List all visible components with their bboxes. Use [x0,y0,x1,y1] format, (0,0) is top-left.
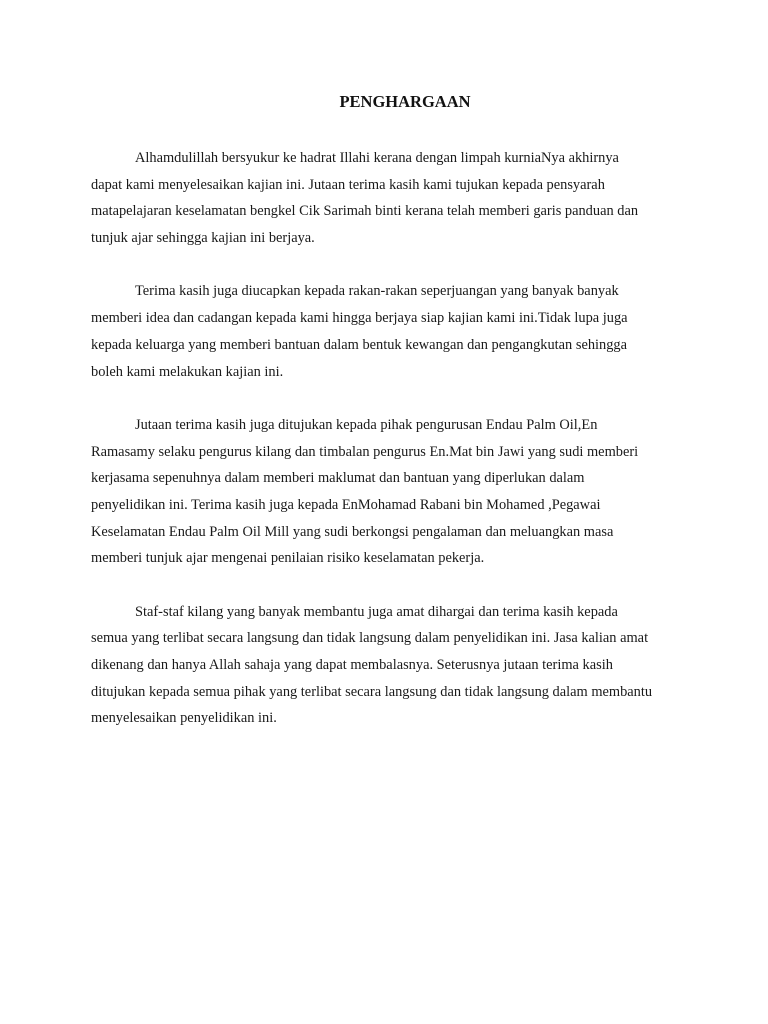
paragraph-3 [91,412,689,572]
paragraph-line: matapelajaran keselamatan bengkel Cik Sarimah binti kerana telah memberi garis panduan dan [91,203,639,220]
paragraph-2 [91,278,689,385]
paragraph-line: Staf-staf kilang yang banyak membantu juga amat dihargai dan terima kasih kepada [135,603,618,620]
paragraph-4 [91,599,689,733]
paragraph-line: Alhamdulillah bersyukur ke hadrat Illahi kerana dengan limpah kurniaNya akhirnya [135,150,619,166]
paragraph-line: tunjuk ajar sehingga kajian ini berjaya. [91,230,315,247]
paragraph-line: dapat kami menyelesaikan kajian ini. Jutaan terima kasih kami tujukan kepada pensyarah [91,176,605,193]
paragraph-line: Ramasamy selaku pengurus kilang dan timbalan pengurus En.Mat bin Jawi yang sudi memberi [91,443,639,460]
paragraph-line: Keselamatan Endau Palm Oil Mill yang sudi berkongsi pengalaman dan meluangkan masa [91,523,614,540]
paragraph-1 [91,145,689,252]
page-title: PENGHARGAAN [339,92,471,111]
paragraph-line: kepada keluarga yang memberi bantuan dalam bentuk kewangan dan pengangkutan sehingga [91,336,627,353]
paragraph-line: Jutaan terima kasih juga ditujukan kepada pihak pengurusan Endau Palm Oil,En [135,416,598,433]
paragraph-line: penyelidikan ini. Terima kasih juga kepada EnMohamad Rabani bin Mohamed ,Pegawai [91,496,601,513]
paragraph-line: Terima kasih juga diucapkan kepada rakan-rakan seperjuangan yang banyak banyak [135,283,619,300]
document-body [91,145,689,759]
paragraph-line: memberi tunjuk ajar mengenai penilaian risiko keselamatan pekerja. [91,550,485,567]
paragraph-line: boleh kami melakukan kajian ini. [91,363,284,380]
paragraph-line: ditujukan kepada semua pihak yang terlibat secara langsung dan tidak langsung dalam membantu [91,683,653,700]
paragraph-line: dikenang dan hanya Allah sahaja yang dapat membalasnya. Seterusnya jutaan terima kasih [91,657,613,674]
paragraph-line: memberi idea dan cadangan kepada kami hingga berjaya siap kajian kami ini.Tidak lupa juga [91,310,628,327]
paragraph-line: semua yang terlibat secara langsung dan tidak langsung dalam penyelidikan ini. Jasa kalian amat [91,630,649,647]
paragraph-line: menyelesaikan penyelidikan ini. [91,710,277,727]
paragraph-line: kerjasama sepenuhnya dalam memberi maklumat dan bantuan yang diperlukan dalam [91,470,585,487]
